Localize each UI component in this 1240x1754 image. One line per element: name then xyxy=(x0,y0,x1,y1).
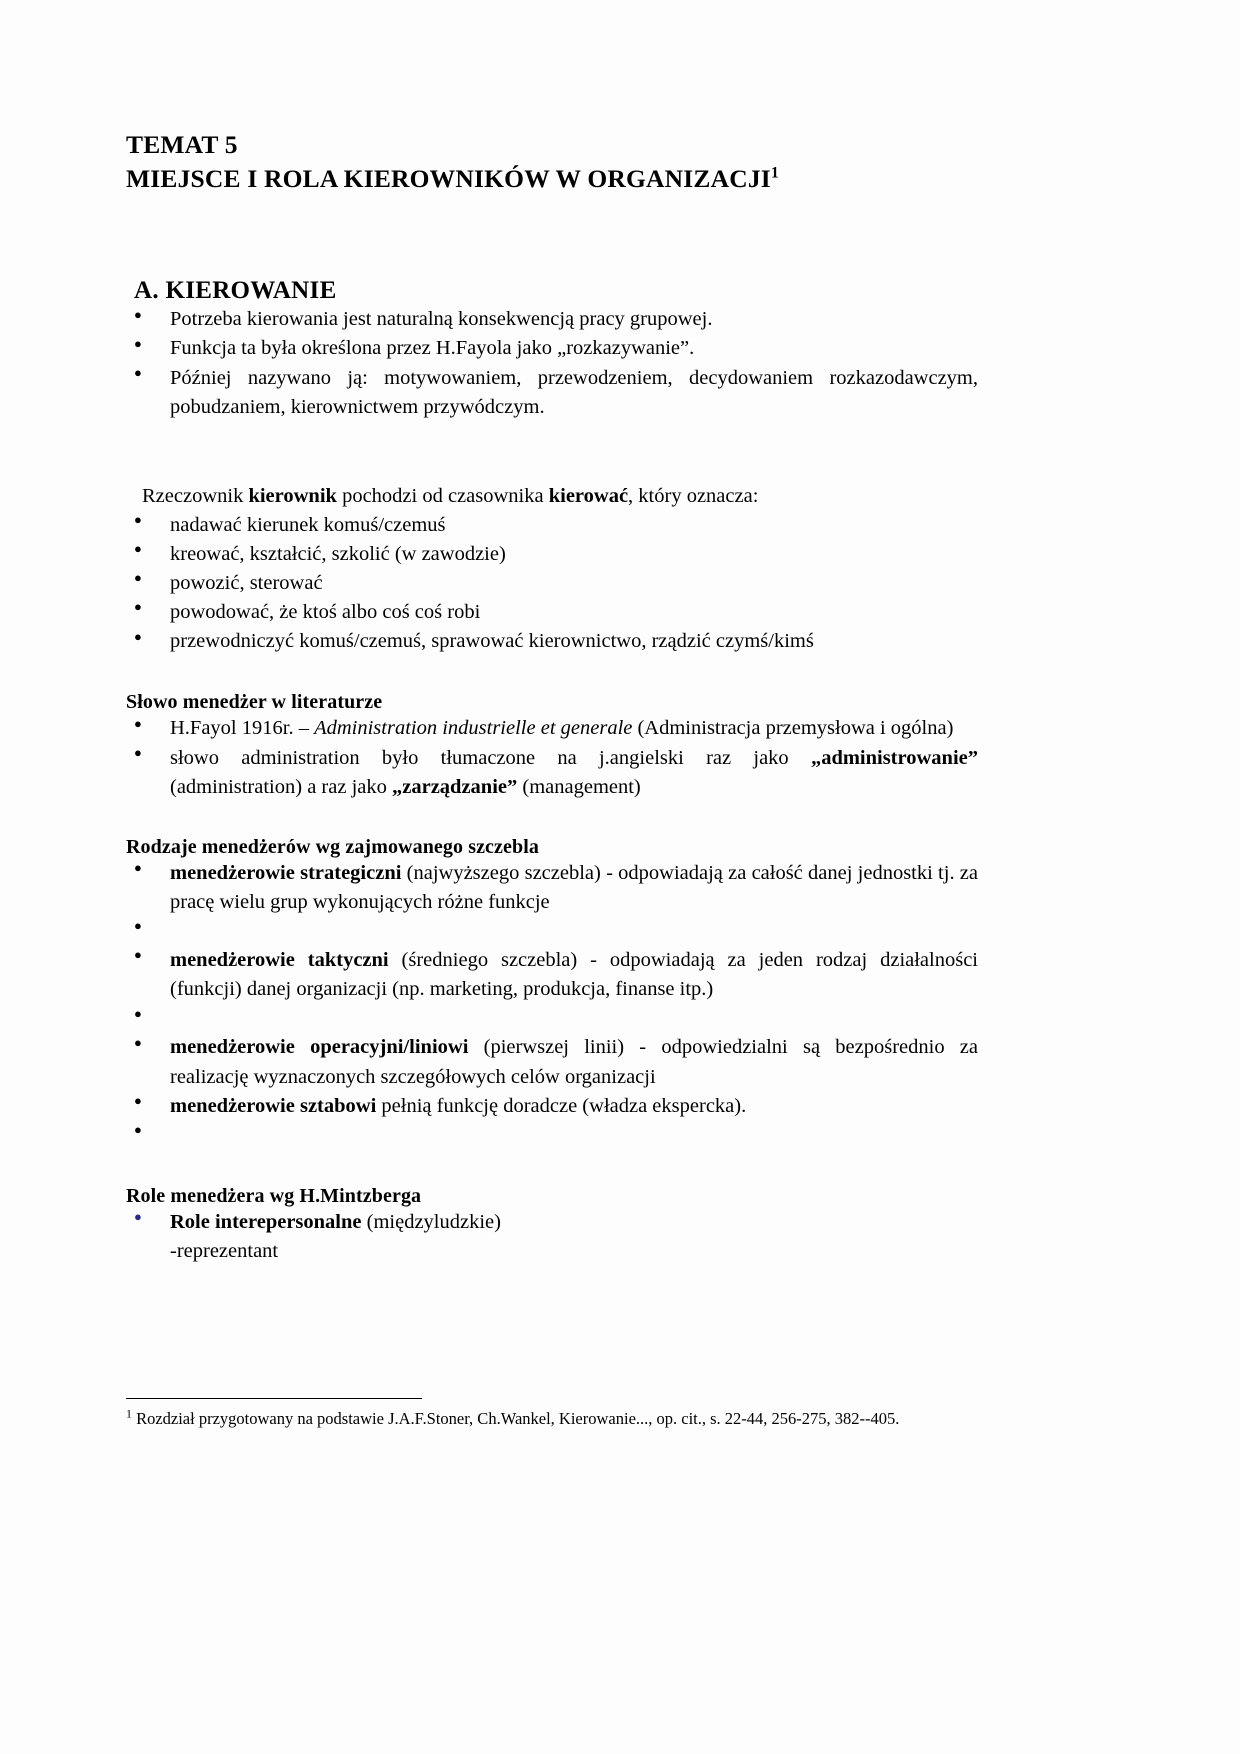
item-bold-label: Role interepersonalne xyxy=(170,1210,362,1233)
list-item-text: powodować, że ktoś albo coś coś robi xyxy=(170,601,481,624)
item-bold-label: menedżerowie strategiczni xyxy=(170,861,402,884)
list-znaczenia-kierowac xyxy=(126,511,978,657)
list-item-text: Funkcja ta była określona przez H.Fayola jako „rozkazywanie”. xyxy=(170,337,695,360)
admin-bold-zarzadzanie: „zarządzanie” xyxy=(392,775,518,798)
list-literatura xyxy=(126,714,978,801)
list-item xyxy=(126,917,978,946)
section-heading-kierowanie: A. KIEROWANIE xyxy=(134,277,337,305)
title-footnote-marker: 1 xyxy=(770,164,780,182)
list-item-text: nadawać kierunek komuś/czemuś xyxy=(170,513,446,536)
list-item xyxy=(126,364,978,422)
list-item-text: Potrzeba kierowania jest naturalną konsekwencją pracy grupowej. xyxy=(170,308,713,331)
list-item xyxy=(126,334,978,363)
rzeczownik-part2: pochodzi od czasownika xyxy=(336,484,549,507)
list-item xyxy=(126,627,978,656)
item-text: (pierwszej linii) - odpowiedzialni są bezpośrednio za realizację wyznaczonych szczegółowych celów organizacji xyxy=(170,1036,979,1088)
list-item xyxy=(126,569,978,598)
list-item xyxy=(126,714,978,743)
fayol-part2: (Administracja przemysłowa i ogólna) xyxy=(632,717,954,740)
list-item xyxy=(126,1033,978,1091)
footnote-marker: 1 xyxy=(126,1406,132,1421)
item-bold-label: menedżerowie sztabowi xyxy=(170,1094,377,1117)
list-item-text: kreować, kształcić, szkolić (w zawodzie) xyxy=(170,542,506,565)
rzeczownik-part3: , który oznacza: xyxy=(628,484,759,507)
item-text: (średniego szczebla) - odpowiadają za jeden rodzaj działalności (funkcji) danej organizacji (np. marketing, produkcja, finanse itp.) xyxy=(170,949,978,1001)
footnote xyxy=(126,1398,1026,1431)
rzeczownik-part1: Rzeczownik xyxy=(142,484,249,507)
footnote-text xyxy=(126,1407,1026,1431)
list-item xyxy=(126,1004,978,1033)
footnote-separator xyxy=(126,1398,422,1399)
list-item-text: przewodniczyć komuś/czemuś, sprawować kierownictwo, rządzić czymś/kimś xyxy=(170,630,814,653)
admin-part3: (management) xyxy=(517,775,641,798)
list-item xyxy=(126,511,978,540)
title-line-2-text: MIEJSCE I ROLA KIEROWNIKÓW W ORGANIZACJI xyxy=(126,163,771,193)
footnote-body: Rozdział przygotowany na podstawie J.A.F.Stoner, Ch.Wankel, Kierowanie..., op. cit., s. 22-44, 256-275, 382--405. xyxy=(131,1409,900,1428)
list-item xyxy=(126,1121,978,1150)
item-line xyxy=(170,1211,501,1233)
list-item xyxy=(126,744,978,802)
admin-part1: słowo administration było tłumaczone na j.angielski raz jako xyxy=(170,746,811,769)
admin-part2: (administration) a raz jako xyxy=(170,775,392,798)
list-role-menedzera xyxy=(126,1208,978,1266)
item-text: (międzyludzkie) xyxy=(361,1210,501,1233)
title-line-2 xyxy=(126,162,1114,196)
rzeczownik-bold-kierownik: kierownik xyxy=(248,484,337,507)
list-item xyxy=(126,540,978,569)
item-bold-label: menedżerowie taktyczni xyxy=(170,949,389,972)
page-title xyxy=(126,128,1114,195)
list-item xyxy=(126,1208,978,1266)
list-item xyxy=(126,305,978,334)
list-item xyxy=(126,1092,978,1121)
list-item-text: Później nazywano ją: motywowaniem, przewodzeniem, decydowaniem rozkazodawczym, pobudzaniem, kierownictwem przywódczym. xyxy=(170,366,978,418)
item-subline: -reprezentant xyxy=(170,1239,279,1262)
subheading-slowo-menedzer: Słowo menedżer w literaturze xyxy=(126,691,383,714)
paragraph-rzeczownik xyxy=(142,482,1114,511)
item-text: (najwyższego szczebla) - odpowiadają za całość danej jednostki tj. za pracę wielu grup wykonujących różne funkcje xyxy=(170,861,979,913)
title-line-1: TEMAT 5 xyxy=(126,130,238,159)
rzeczownik-bold-kierowac: kierować xyxy=(548,484,629,507)
item-text: pełnią funkcję doradcze (władza ekspercka). xyxy=(376,1094,747,1117)
item-bold-label: menedżerowie operacyjni/liniowi xyxy=(170,1036,469,1059)
fayol-title-italic: Administration industrielle et generale xyxy=(314,717,633,740)
list-rodzaje-menedzerow xyxy=(126,859,978,1150)
list-item xyxy=(126,598,978,627)
list-item xyxy=(126,859,978,917)
subheading-role-menedzera: Role menedżera wg H.Mintzberga xyxy=(126,1184,422,1207)
fayol-part1: H.Fayol 1916r. – xyxy=(170,717,315,740)
admin-bold-administrowanie: „administrowanie” xyxy=(810,746,978,769)
subheading-rodzaje-menedzerow: Rodzaje menedżerów wg zajmowanego szczebla xyxy=(126,835,539,858)
list-kierowanie xyxy=(126,305,978,421)
list-item-text: powozić, sterować xyxy=(170,572,323,595)
list-item xyxy=(126,946,978,1004)
